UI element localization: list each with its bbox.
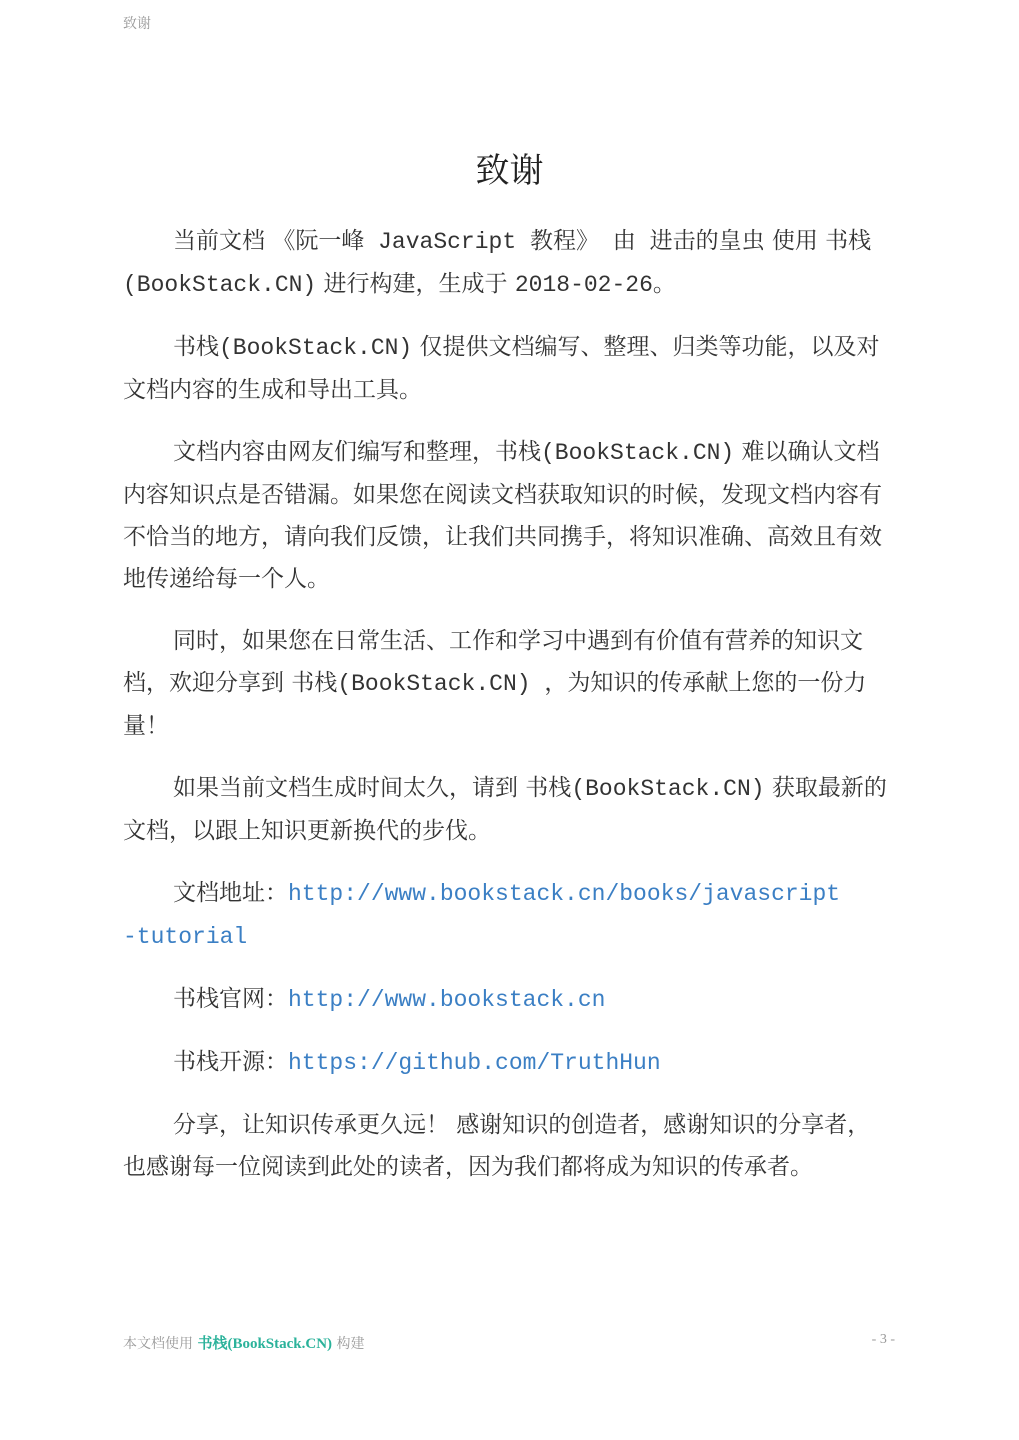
text-run: 仅提供文档编写、整理、归类等功能，以及对文档内容的生成和导出工具。	[123, 334, 880, 403]
author-name: 进击的皇虫	[649, 228, 765, 254]
official-site-label: 书栈官网：	[173, 986, 288, 1012]
footer-prefix: 本文档使用	[123, 1336, 198, 1352]
text-run: 。	[652, 271, 676, 297]
doc-address-link[interactable]: http://www.bookstack.cn/books/javascript-tutorial	[123, 881, 841, 950]
brand-domain: (BookStack.CN)	[219, 335, 413, 361]
build-date: 2018-02-26	[514, 272, 653, 298]
doc-address-label: 文档地址：	[173, 880, 288, 906]
intro-paragraph	[123, 220, 891, 306]
disclaimer-paragraph	[123, 431, 891, 600]
update-paragraph	[123, 767, 891, 852]
footer-suffix: 构建	[332, 1336, 365, 1352]
open-source-label: 书栈开源：	[173, 1049, 288, 1075]
book-title: 《阮一峰 JavaScript 教程》	[272, 229, 599, 255]
text-run: 难以确认文档内容知识点是否错漏。如果您在阅读文档获取知识的时候，发现文档内容有不恰当的地方，请向我们反馈，让我们共同携手，将知识准确、高效且有效地传递给每一个人。	[123, 439, 882, 592]
share-paragraph	[123, 620, 891, 747]
features-paragraph	[123, 326, 891, 411]
page-title: 致谢	[475, 151, 544, 191]
text-run: 书栈	[173, 334, 219, 360]
footer-brand-link[interactable]: 书栈(BookStack.CN)	[197, 1336, 333, 1352]
page-number: - 3 -	[871, 1332, 895, 1347]
text-run: ，为知识的传承献上您的一份力量！	[123, 670, 867, 739]
text-run: 如果当前文档生成时间太久，请到 书栈	[173, 775, 572, 801]
text-run: 文档内容由网友们编写和整理，书栈	[173, 439, 541, 465]
brand-domain: (BookStack.CN)	[123, 272, 317, 298]
text-run: 当前文档	[173, 228, 273, 254]
text-run: 使用 书栈	[764, 228, 872, 254]
text-run: 同时，如果您在日常生活、工作和学习中遇到有价值有营养的知识文档，欢迎分享到 书栈	[123, 628, 863, 696]
open-source-link[interactable]: https://github.com/TruthHun	[288, 1050, 661, 1076]
document-body	[123, 220, 891, 1208]
text-run: 进行构建，生成于	[316, 271, 515, 297]
doc-address-paragraph	[123, 872, 843, 958]
text-run: 获取最新的文档，以跟上知识更新换代的步伐。	[123, 775, 887, 844]
closing-paragraph: 分享，让知识传承更久远！ 感谢知识的创造者，感谢知识的分享者，也感谢每一位阅读到此处的读者，因为我们都将成为知识的传承者。	[123, 1112, 871, 1180]
open-source-paragraph	[123, 1041, 891, 1084]
brand-domain: (BookStack.CN)	[541, 440, 735, 466]
official-site-link[interactable]: http://www.bookstack.cn	[288, 987, 606, 1013]
official-site-paragraph	[123, 978, 891, 1021]
brand-domain: (BookStack.CN)	[337, 671, 545, 697]
running-header: 致谢	[123, 16, 151, 32]
footer-credit	[123, 1332, 365, 1353]
text-run: 由	[598, 229, 650, 255]
brand-domain: (BookStack.CN)	[571, 776, 765, 802]
